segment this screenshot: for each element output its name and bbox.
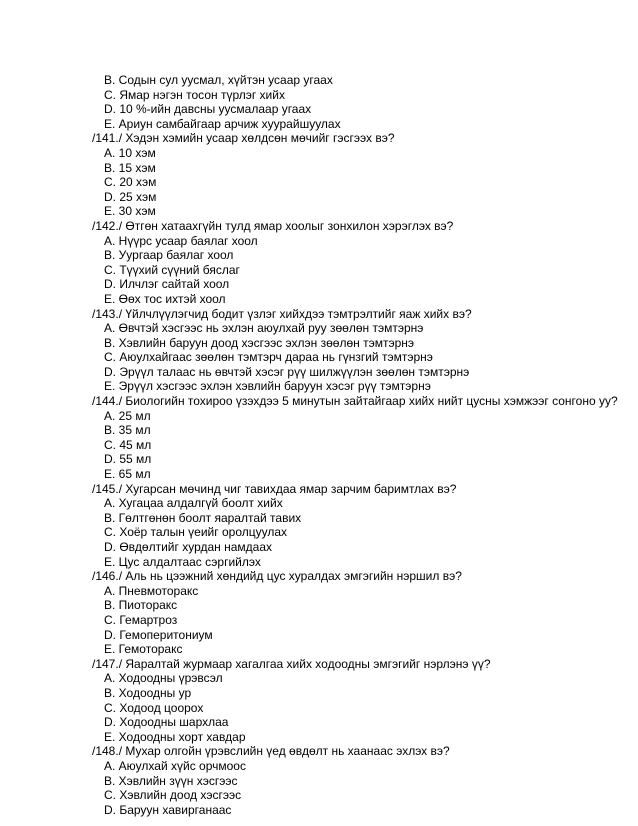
answer-option: C. Ямар нэгэн тосон түрлэг хийх — [104, 87, 285, 102]
answer-option: D. Өвдөлтийг хурдан намдаах — [104, 540, 272, 554]
answer-option: B. Ходоодны ур — [104, 685, 192, 700]
answer-option: C. Хэвлийн доод хэсгээс — [104, 788, 242, 803]
question-text: /143./ Үйлчлүүлэгчид бодит үзлэг хийхдээ тэмтрэлтийг яаж хийх вэ? — [92, 306, 472, 321]
answer-option: A. 10 хэм — [104, 145, 156, 160]
answer-option: A. Аюулхай хүйс орчмоос — [104, 758, 246, 773]
answer-option: C. 45 мл — [104, 437, 152, 452]
answer-option: E. Өөх тос ихтэй хоол — [104, 291, 226, 306]
question-text: /144./ Биологийн тохироо үзэхдээ 5 минутын зайтайгаар хийх нийт цусны хэмжээг сонгоно уу? — [92, 394, 618, 409]
answer-option: D. Ходоодны шархлаа — [104, 715, 229, 730]
answer-option: A. Өвчтэй хэсгээс нь эхлэн аюулхай руу зөөлөн тэмтэрнэ — [104, 321, 424, 336]
answer-option: A. 25 мл — [104, 408, 151, 423]
answer-option: E. Ходоодны хорт хавдар — [104, 729, 246, 744]
question-text: /146./ Аль нь цээжний хөндийд цус хуралдах эмгэгийн нэршил вэ? — [92, 569, 462, 584]
answer-option: A. Хугацаа алдалгүй боолт хийх — [104, 496, 283, 511]
answer-option: E. 30 хэм — [104, 204, 156, 219]
answer-option: C. Түүхий сүүний бяслаг — [104, 262, 240, 277]
answer-option: A. Нүүрс усаар баялаг хоол — [104, 233, 258, 248]
answer-option: D. Гемоперитониум — [104, 627, 213, 642]
answer-option: A. Пневмоторакс — [104, 583, 199, 598]
answer-option: D. Илчлэг сайтай хоол — [104, 277, 230, 292]
question-text: /141./ Хэдэн хэмийн усаар хөлдсөн мөчийг гэсгээх вэ? — [92, 131, 395, 146]
answer-option: D. Эрүүл талаас нь өвчтэй хэсэг рүү шилжүүлэн зөөлөн тэмтэрнэ — [104, 364, 470, 379]
answer-option: B. Уургаар баялаг хоол — [104, 248, 234, 263]
answer-option: E. Цус алдалтаас сэргийлэх — [104, 554, 261, 569]
answer-option: B. Пиоторакс — [104, 598, 178, 613]
answer-option: E. Эрүүл хэсгээс эхлэн хэвлийн баруун хэсэг рүү тэмтэрнэ — [104, 379, 431, 394]
answer-option: B. 15 хэм — [104, 160, 156, 175]
answer-option: C. 20 хэм — [104, 175, 157, 190]
answer-option: C. Хоёр талын үеийг оролцуулах — [104, 525, 288, 540]
question-text: /142./ Өтгөн хатаахгүйн тулд ямар хоолыг зонхилон хэрэглэх вэ? — [92, 218, 454, 233]
question-list — [92, 73, 618, 817]
answer-option: D. 10 %-ийн давсны уусмалаар угаах — [104, 102, 312, 117]
question-text: /147./ Яаралтай журмаар хагалгаа хийх ходоодны эмгэгийг нэрлэнэ үү? — [92, 656, 491, 671]
answer-option: B. 35 мл — [104, 423, 151, 438]
answer-option: E. Гемоторакс — [104, 642, 183, 657]
answer-option: E. 65 мл — [104, 467, 151, 482]
answer-option: C. Аюулхайгаас зөөлөн тэмтэрч дараа нь гүнзгий тэмтэрнэ — [104, 350, 433, 365]
question-text: /148./ Мухар олгойн үрэвслийн үед өвдөлт нь хаанаас эхлэх вэ? — [92, 744, 450, 759]
answer-option: C. Гемартроз — [104, 612, 178, 627]
answer-option: D. 55 мл — [104, 452, 152, 467]
question-text: /145./ Хугарсан мөчинд чиг тавихдаа ямар зарчим баримтлах вэ? — [92, 481, 457, 496]
answer-option: B. Хэвлийн баруун доод хэсгээс эхлэн зөөлөн тэмтэрнэ — [104, 335, 415, 350]
answer-option: C. Ходоод цоорох — [104, 700, 204, 715]
answer-option: B. Хэвлийн зүүн хэсгээс — [104, 773, 238, 788]
answer-option: D. Баруун хавирганаас — [104, 802, 232, 817]
answer-option: E. Ариун самбайгаар арчиж хуурайшуулах — [104, 116, 341, 131]
answer-option: A. Ходоодны үрэвсэл — [104, 671, 223, 686]
answer-option: B. Гөлтгөнөн боолт яаралтай тавих — [104, 510, 302, 525]
answer-option: D. 25 хэм — [104, 189, 157, 204]
answer-option: B. Содын сул уусмал, хүйтэн усаар угаах — [104, 73, 333, 87]
